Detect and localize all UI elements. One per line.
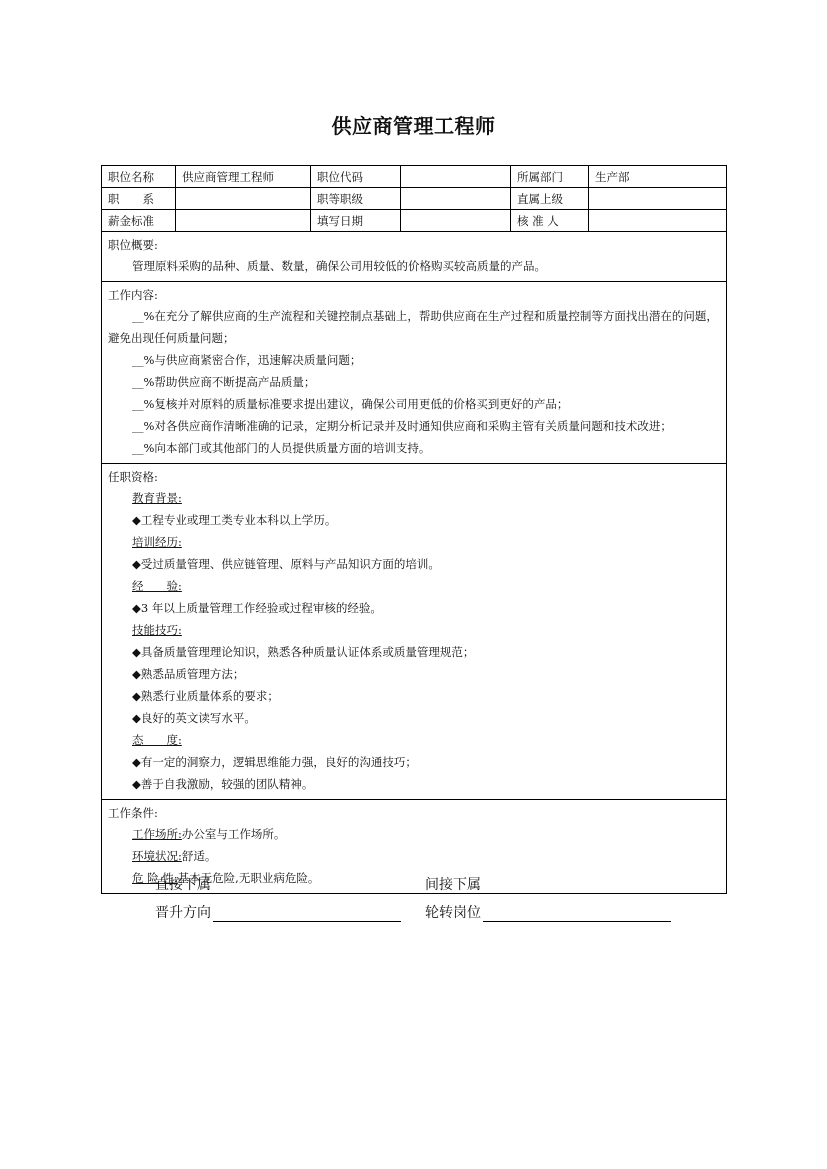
section-title: 职位概要: — [108, 238, 158, 252]
condition-text: 舒适。 — [181, 849, 217, 863]
subsection-heading: 态 度: — [132, 733, 182, 747]
qualification-item: ◆工程专业或理工类专业本科以上学历。 — [132, 513, 337, 527]
condition-item — [108, 845, 720, 867]
duty-item: __%与供应商紧密合作，迅速解决质量问题； — [132, 353, 362, 367]
rotation-line[interactable] — [483, 905, 671, 922]
condition-heading: 环境状况: — [132, 849, 182, 863]
duty-item: __%帮助供应商不断提高产品质量； — [132, 375, 316, 389]
label-cell: 职位代码 — [311, 166, 401, 188]
condition-item — [108, 823, 720, 845]
summary-text: 管理原料采购的品种、质量、数量，确保公司用较低的价格购买较高质量的产品。 — [132, 259, 546, 273]
promotion-label: 晋升方向 — [155, 905, 211, 921]
value-cell — [589, 188, 727, 210]
duty-item: __%在充分了解供应商的生产流程和关键控制点基础上，帮助供应商在生产过程和质量控制等方面找出潜在的问题，避免出现任何质量问题； — [108, 309, 718, 345]
condition-heading: 工作场所: — [132, 827, 182, 841]
label-cell: 填写日期 — [311, 210, 401, 232]
subsection-heading: 技能技巧: — [132, 623, 182, 637]
label-cell: 薪金标准 — [102, 210, 176, 232]
rotation-label: 轮转岗位 — [425, 905, 481, 921]
label-cell: 职等职级 — [311, 188, 401, 210]
label-cell: 直属上级 — [511, 188, 589, 210]
duty-item: __%向本部门或其他部门的人员提供质量方面的培训支持。 — [132, 441, 431, 455]
indirect-reports-line[interactable] — [483, 877, 671, 894]
qualification-item: ◆熟悉行业质量体系的要求； — [132, 689, 279, 703]
label-cell: 所属部门 — [511, 166, 589, 188]
value-cell — [176, 210, 311, 232]
job-description-table — [101, 165, 727, 894]
label-cell: 职位名称 — [102, 166, 176, 188]
header-row — [102, 210, 727, 232]
value-cell: 生产部 — [589, 166, 727, 188]
duty-item: __%复核并对原料的质量标准要求提出建议，确保公司用更低的价格买到更好的产品； — [132, 397, 569, 411]
section-title: 工作内容: — [108, 288, 158, 302]
label-cell: 职 系 — [102, 188, 176, 210]
value-cell — [401, 188, 511, 210]
qualification-item: ◆受过质量管理、供应链管理、原料与产品知识方面的培训。 — [132, 557, 440, 571]
value-cell — [401, 166, 511, 188]
condition-heading: 危 险 性: — [132, 871, 178, 885]
page-title: 供应商管理工程师 — [331, 114, 496, 138]
footer-fields — [155, 872, 695, 922]
condition-text: 基本无危险,无职业病危险。 — [177, 871, 320, 885]
value-cell: 供应商管理工程师 — [176, 166, 311, 188]
qualification-item: ◆3 年以上质量管理工作经验或过程审核的经验。 — [132, 601, 382, 615]
section-title: 任职资格: — [108, 470, 158, 484]
direct-reports-label: 直接下属 — [155, 877, 211, 893]
qualification-item: ◆善于自我激励，较强的团队精神。 — [132, 777, 314, 791]
value-cell — [589, 210, 727, 232]
value-cell — [176, 188, 311, 210]
indirect-reports-label: 间接下属 — [425, 877, 481, 893]
section-title: 工作条件: — [108, 806, 158, 820]
qualifications-section — [102, 464, 727, 800]
value-cell — [401, 210, 511, 232]
subsection-heading: 经 验: — [132, 579, 182, 593]
direct-reports-line[interactable] — [213, 877, 401, 894]
duties-section — [102, 282, 727, 464]
header-row — [102, 188, 727, 210]
label-cell: 核 准 人 — [511, 210, 589, 232]
qualification-item: ◆有一定的洞察力，逻辑思维能力强，良好的沟通技巧； — [132, 755, 417, 769]
qualification-item: ◆良好的英文读写水平。 — [132, 711, 256, 725]
summary-section — [102, 232, 727, 282]
duty-item: __%对各供应商作清晰准确的记录，定期分析记录并及时通知供应商和采购主管有关质量问题和技术改进； — [132, 419, 672, 433]
condition-text: 办公室与工作场所。 — [181, 827, 286, 841]
promotion-line[interactable] — [213, 905, 401, 922]
subsection-heading: 教育背景: — [132, 491, 182, 505]
qualification-item: ◆熟悉品质管理方法； — [132, 667, 245, 681]
subsection-heading: 培训经历: — [132, 535, 182, 549]
qualification-item: ◆具备质量管理理论知识，熟悉各种质量认证体系或质量管理规范； — [132, 645, 475, 659]
header-row — [102, 166, 727, 188]
